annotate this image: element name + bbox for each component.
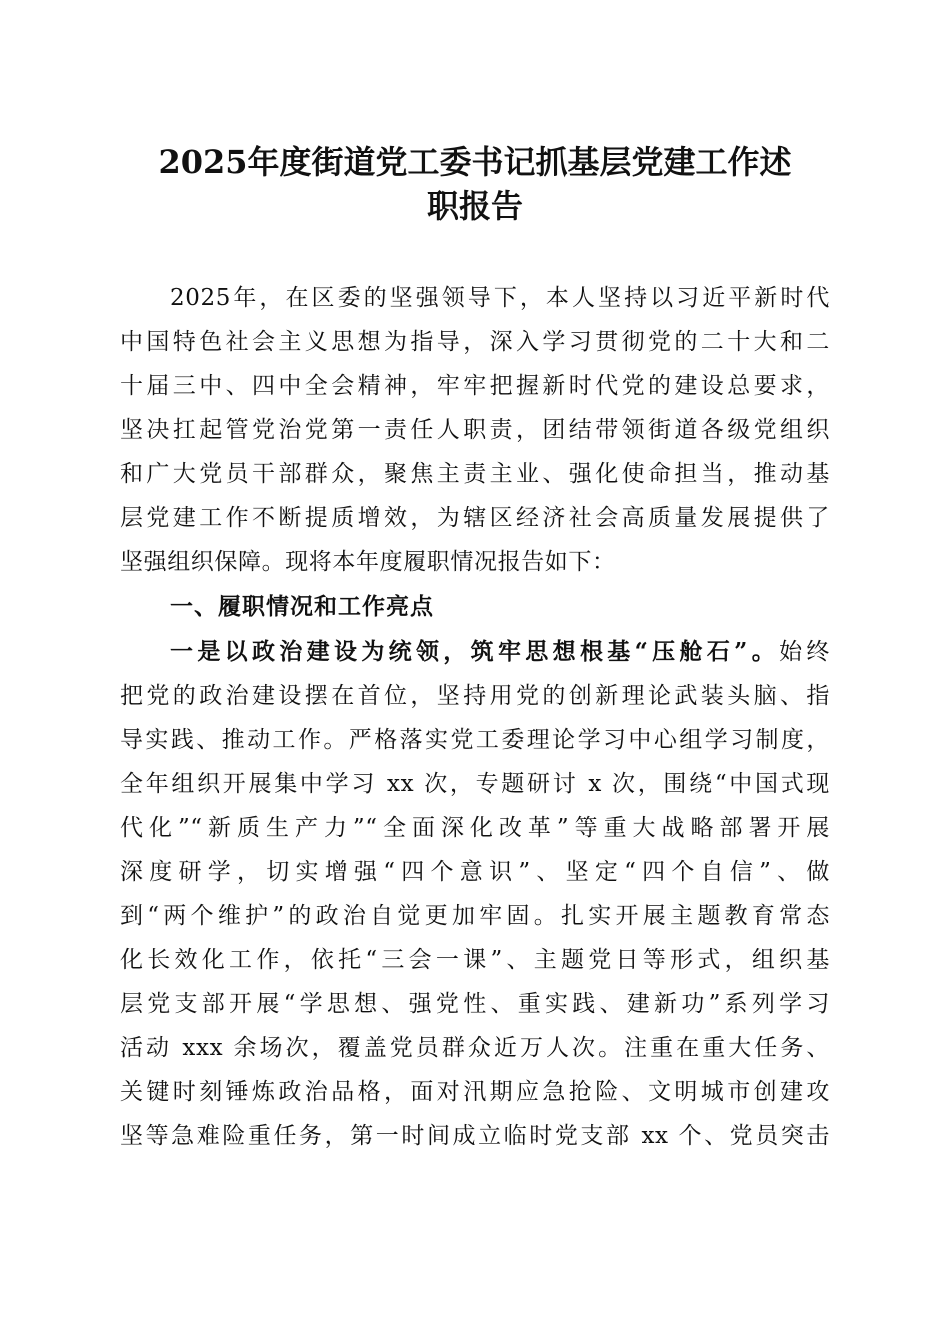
intro-line: 坚决扛起管党治党第一责任人职责，团结带领街道各级党组织 (120, 417, 830, 443)
document-title-line-1: 2025年度街道党工委书记抓基层党建工作述 (158, 143, 792, 181)
body-line: 活动 xxx 余场次，覆盖党员群众近万人次。注重在重大任务、 (120, 1035, 830, 1061)
intro-line: 和广大党员干部群众，聚焦主责主业、强化使命担当，推动基 (120, 461, 830, 487)
body-line: 层党支部开展“学思想、强党性、重实践、建新功”系列学习 (120, 991, 830, 1017)
intro-line: 中国特色社会主义思想为指导，深入学习贯彻党的二十大和二 (120, 329, 830, 355)
point-text: 始终 (779, 639, 830, 665)
document-title-line-2: 职报告 (426, 187, 523, 225)
body-line: 深度研学，切实增强“四个意识”、坚定“四个自信”、做 (120, 859, 830, 885)
intro-line: 十届三中、四中全会精神，牢牢把握新时代党的建设总要求， (120, 373, 830, 399)
body-line: 化长效化工作，依托“三会一课”、主题党日等形式，组织基 (120, 947, 830, 973)
intro-line: 坚强组织保障。现将本年度履职情况报告如下： (120, 549, 616, 575)
body-line: 代化”“新质生产力”“全面深化改革”等重大战略部署开展 (120, 815, 830, 841)
body-line: 到“两个维护”的政治自觉更加牢固。扎实开展主题教育常态 (120, 903, 830, 929)
body-line: 导实践、推动工作。严格落实党工委理论学习中心组学习制度， (120, 727, 830, 753)
point-first-line (170, 637, 830, 667)
body-line: 全年组织开展集中学习 xx 次，专题研讨 x 次，围绕“中国式现 (120, 771, 830, 797)
point-lead: 一是以政治建设为统领，筑牢思想根基“压舱石”。 (170, 638, 780, 665)
section-heading: 一、履职情况和工作亮点 (170, 594, 434, 620)
intro-line: 层党建工作不断提质增效，为辖区经济社会高质量发展提供了 (120, 505, 830, 531)
body-line: 把党的政治建设摆在首位，坚持用党的创新理论武装头脑、指 (120, 683, 830, 709)
body-line: 坚等急难险重任务，第一时间成立临时党支部 xx 个、党员突击 (120, 1123, 830, 1149)
intro-line: 2025年，在区委的坚强领导下，本人坚持以习近平新时代 (170, 285, 830, 311)
body-line: 关键时刻锤炼政治品格，面对汛期应急抢险、文明城市创建攻 (120, 1079, 830, 1105)
